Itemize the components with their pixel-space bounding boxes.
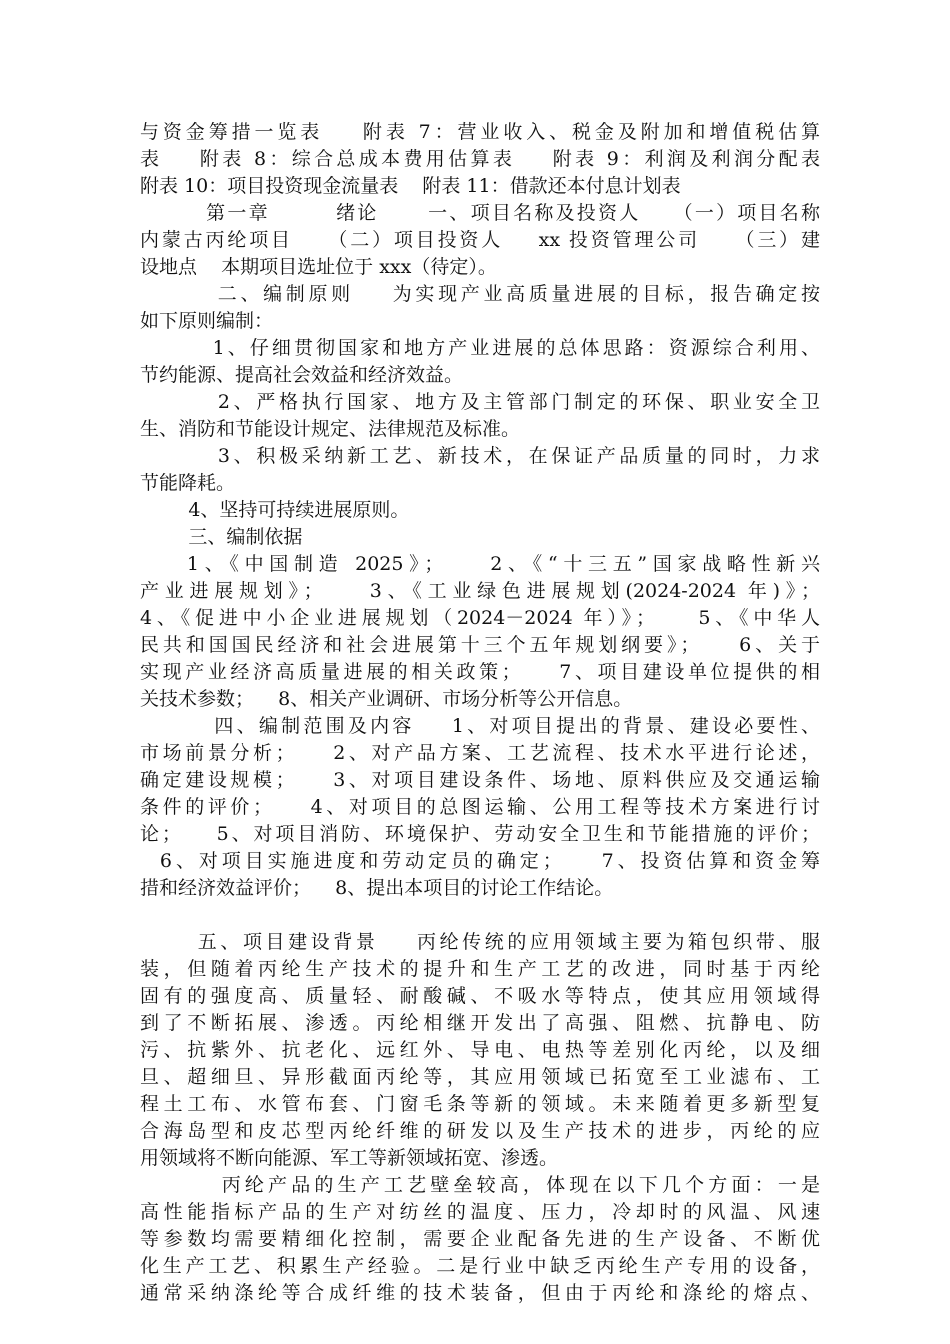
text-line: 1、《中国制造 2025》； 2、《“十三五”国家战略性新兴: [140, 553, 820, 575]
text-line: 到了不断拓展、渗透。丙纶相继开发出了高强、阻燃、抗静电、防: [140, 1012, 820, 1034]
text-line: 4、坚持可持续进展原则。: [140, 499, 410, 521]
text-line: 二、编制原则 为实现产业高质量进展的目标，报告确定按: [140, 283, 820, 305]
text-line: 论； 5、对项目消防、环境保护、劳动安全卫生和节能措施的评价；: [140, 823, 820, 845]
text-line: 实现产业经济高质量进展的相关政策； 7、项目建设单位提供的相: [140, 661, 820, 683]
text-line: 三、编制依据: [140, 526, 303, 548]
text-line: 等参数均需要精细化控制，需要企业配备先进的生产设备、不断优: [140, 1228, 820, 1250]
text-line: 合海岛型和皮芯型丙纶纤维的研发以及生产技术的进步，丙纶的应: [140, 1120, 820, 1142]
text-line: 民共和国国民经济和社会进展第十三个五年规划纲要》； 6、关于: [140, 634, 820, 656]
text-line: 节约能源、提高社会效益和经济效益。: [140, 364, 464, 386]
text-line: 生、消防和节能设计规定、法律规范及标准。: [140, 418, 521, 440]
text-line: 第一章 绪论 一、项目名称及投资人 （一）项目名称: [140, 202, 820, 224]
text-line: 表 附表 8：综合总成本费用估算表 附表 9：利润及利润分配表: [140, 148, 820, 170]
text-line: [140, 903, 820, 928]
text-line: 四、编制范围及内容 1、对项目提出的背景、建设必要性、: [140, 715, 820, 737]
text-line: 确定建设规模； 3、对项目建设条件、场地、原料供应及交通运输: [140, 769, 820, 791]
text-line: 程土工布、水管布套、门窗毛条等新的领域。未来随着更多新型复: [140, 1093, 820, 1115]
text-line: 条件的评价； 4、对项目的总图运输、公用工程等技术方案进行讨: [140, 796, 820, 818]
text-line: 3、积极采纳新工艺、新技术，在保证产品质量的同时，力求: [140, 445, 820, 467]
text-line: 化生产工艺、积累生产经验。二是行业中缺乏丙纶生产专用的设备，: [140, 1255, 820, 1277]
text-line: 市场前景分析； 2、对产品方案、工艺流程、技术水平进行论述，: [140, 742, 820, 764]
text-line: 丙纶产品的生产工艺壁垒较高，体现在以下几个方面：一是: [140, 1174, 820, 1196]
text-line: 通常采纳涤纶等合成纤维的技术装备，但由于丙纶和涤纶的熔点、: [140, 1282, 820, 1304]
text-line: 附表 10：项目投资现金流量表 附表 11：借款还本付息计划表: [140, 175, 681, 197]
text-line: 设地点 本期项目选址位于 xxx（待定）。: [140, 256, 497, 278]
text-line: 6、对项目实施进度和劳动定员的确定； 7、投资估算和资金筹: [140, 850, 820, 872]
text-line: 措和经济效益评价； 8、提出本项目的讨论工作结论。: [140, 877, 614, 899]
text-line: 1、仔细贯彻国家和地方产业进展的总体思路：资源综合利用、: [140, 337, 820, 359]
text-line: 与资金筹措一览表 附表 7：营业收入、税金及附加和增值税估算: [140, 121, 820, 143]
text-line: 污、抗紫外、抗老化、远红外、导电、电热等差别化丙纶，以及细: [140, 1039, 820, 1061]
text-line: 4、《促进中小企业进展规划（2024－2024 年）》； 5、《中华人: [140, 607, 820, 629]
text-line: 产业进展规划》； 3、《工业绿色进展规划(2024-2024 年)》；: [140, 580, 820, 602]
text-line: 装，但随着丙纶生产技术的提升和生产工艺的改进，同时基于丙纶: [140, 958, 820, 980]
text-line: 2、严格执行国家、地方及主管部门制定的环保、职业安全卫: [140, 391, 820, 413]
text-line: 如下原则编制：: [140, 310, 274, 332]
text-line: 内蒙古丙纶项目 （二）项目投资人 xx 投资管理公司 （三）建: [140, 229, 820, 251]
text-line: 用领域将不断向能源、军工等新领域拓宽、渗透。: [140, 1147, 559, 1169]
text-line: 关技术参数； 8、相关产业调研、市场分析等公开信息。: [140, 688, 633, 710]
text-line: 固有的强度高、质量轻、耐酸碱、不吸水等特点，使其应用领域得: [140, 985, 820, 1007]
text-line: 五、项目建设背景 丙纶传统的应用领域主要为箱包织带、服: [140, 931, 820, 953]
text-line: 高性能指标产品的生产对纺丝的温度、压力，冷却时的风温、风速: [140, 1201, 820, 1223]
text-line: 旦、超细旦、异形截面丙纶等，其应用领域已拓宽至工业滤布、工: [140, 1066, 820, 1088]
text-line: 节能降耗。: [140, 472, 236, 494]
